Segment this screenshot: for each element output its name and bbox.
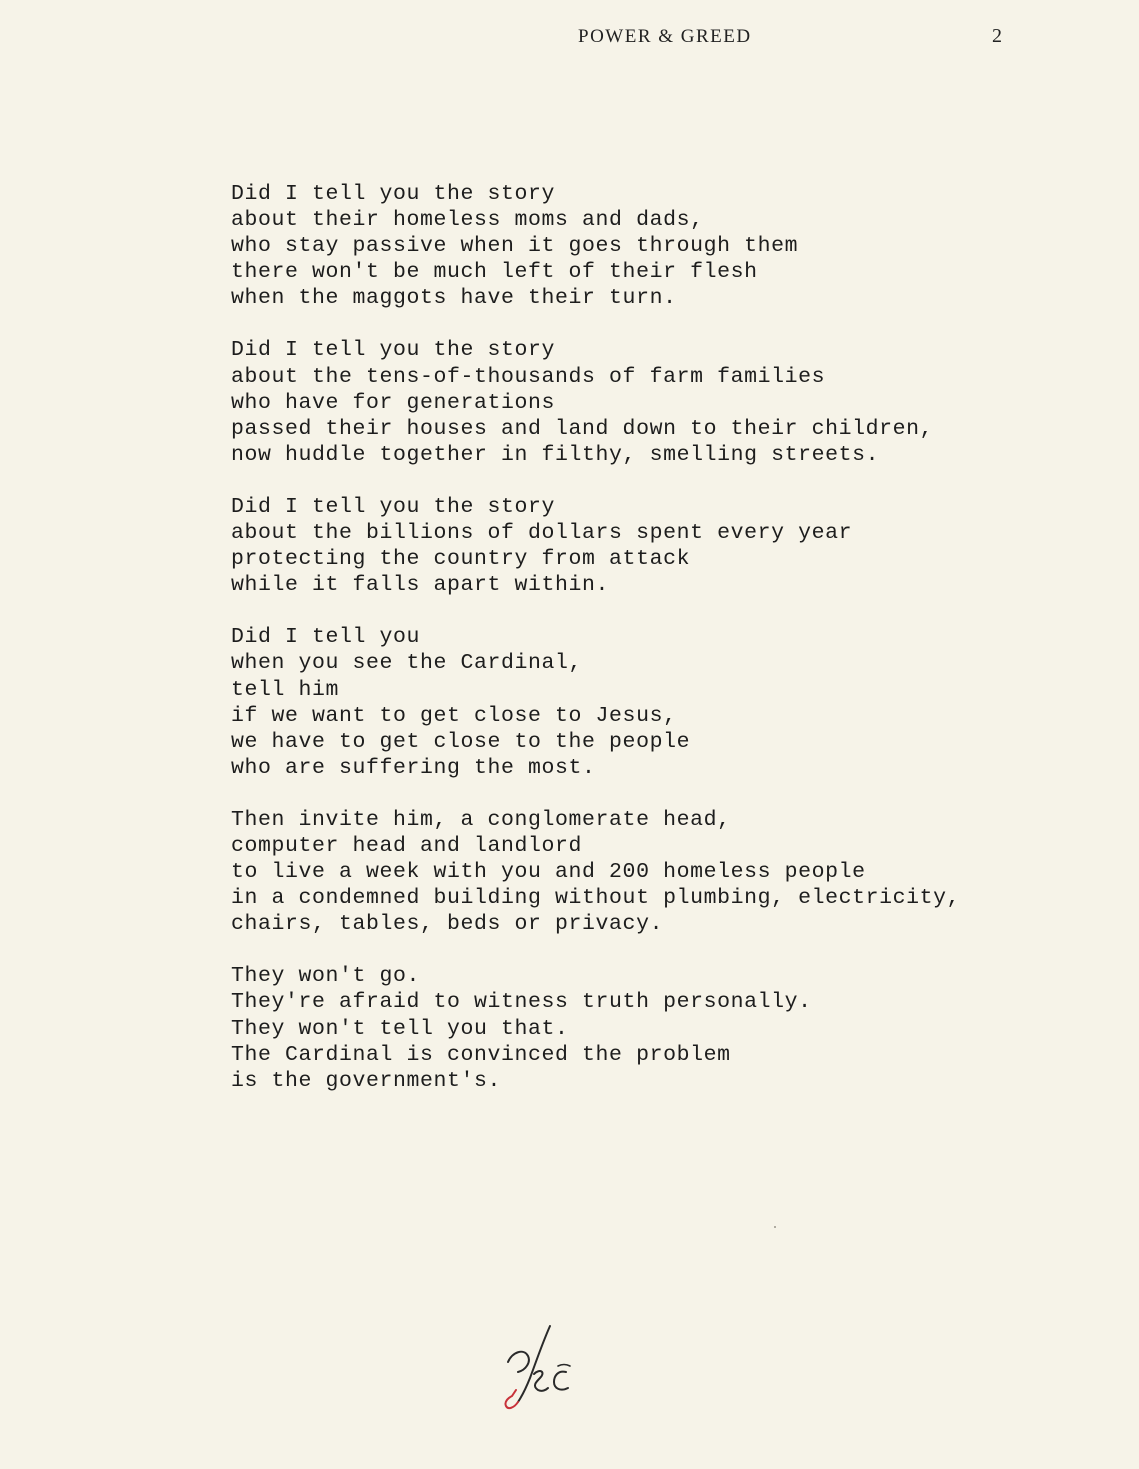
poem-line: to live a week with you and 200 homeless people <box>231 860 866 885</box>
stanza <box>231 807 1091 937</box>
poem-line: now huddle together in filthy, smelling streets. <box>231 442 880 467</box>
poem-line: who have for generations <box>231 390 556 415</box>
poem-line: passed their houses and land down to their children, <box>231 416 934 441</box>
poem-line: who are suffering the most. <box>231 755 596 780</box>
poem-line: while it falls apart within. <box>231 573 610 598</box>
poem-line: They won't go. <box>231 964 421 989</box>
poem-line: who stay passive when it goes through them <box>231 234 799 259</box>
poem-line: Did I tell you the story <box>231 338 556 363</box>
page-header-title: POWER & GREED <box>578 26 752 47</box>
poem-line: Did I tell you the story <box>231 182 556 206</box>
stanza <box>231 624 1091 781</box>
poem-line: in a condemned building without plumbing, electricity, <box>231 886 961 911</box>
poem-line: there won't be much left of their flesh <box>231 260 758 285</box>
poem-line: is the government's. <box>231 1068 502 1093</box>
poem-line: chairs, tables, beds or privacy. <box>231 912 664 937</box>
stanza <box>231 181 1091 311</box>
poem-line: computer head and landlord <box>231 833 583 858</box>
stanza <box>231 963 1091 1093</box>
poem-line: They're afraid to witness truth personally. <box>231 990 812 1015</box>
poem-line: They won't tell you that. <box>231 1016 569 1041</box>
poem-line: Did I tell you <box>231 625 421 650</box>
paper-speck <box>774 1226 776 1228</box>
poem-line: The Cardinal is convinced the problem <box>231 1042 731 1067</box>
poem-line: protecting the country from attack <box>231 547 691 572</box>
poem-line: we have to get close to the people <box>231 729 691 754</box>
stanza <box>231 494 1091 598</box>
stanza <box>231 337 1091 467</box>
poem-line: Did I tell you the story <box>231 494 556 519</box>
handwritten-signature <box>478 1318 588 1418</box>
poem-line: about their homeless moms and dads, <box>231 208 704 233</box>
poem-line: about the billions of dollars spent every year <box>231 521 853 546</box>
poem-line: when you see the Cardinal, <box>231 651 583 676</box>
poem-body <box>231 181 1091 1120</box>
poem-line: if we want to get close to Jesus, <box>231 703 677 728</box>
poem-line: about the tens-of-thousands of farm families <box>231 364 826 389</box>
poem-line: Then invite him, a conglomerate head, <box>231 807 731 832</box>
poem-line: tell him <box>231 677 340 702</box>
page-number: 2 <box>992 25 1002 47</box>
poem-line: when the maggots have their turn. <box>231 286 677 311</box>
